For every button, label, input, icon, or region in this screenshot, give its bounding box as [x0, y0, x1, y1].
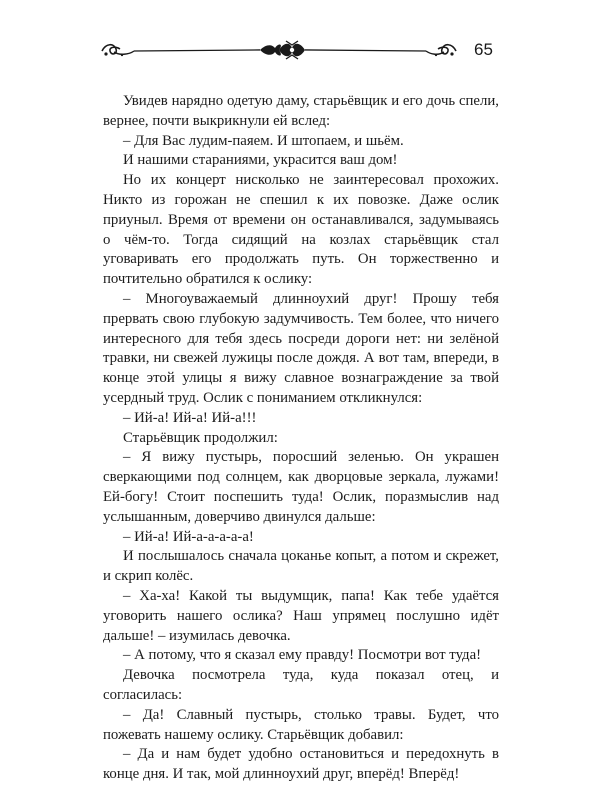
- paragraph: Девочка посмотрела туда, куда показал отец, и согласилась:: [103, 667, 499, 703]
- paragraph: – Ий-а! Ий-а-а-а-а-а!: [123, 528, 254, 545]
- paragraph: – Для Вас лудим-паяем. И штопаем, и шьём.: [123, 132, 404, 149]
- paragraph: – Да и нам будет удобно остановиться и передохнуть в конце дня. И так, мой длинноухий друг, вперёд! Вперёд!: [103, 746, 499, 783]
- paragraph: – Да! Славный пустырь, столько травы. Будет, что пожевать нашему ослику. Старьёвщик добавил:: [103, 706, 499, 743]
- paragraph: Но их концерт нисколько не заинтересовал прохожих. Никто из горожан не спешил к их повозке. Даже ослик приуныл. Время от времени он останавливался, задумываясь о чём-то. Тогда сидящий на козлах старьёвщик стал уговаривать его продолжать путь. Он торжественно и почтительно обратился к ослику:: [103, 172, 499, 288]
- paragraph: – Многоуважаемый длинноухий друг! Прошу тебя прервать свою глубокую задумчивость. Тем более, что ничего интересного для тебя здесь посреди дороги нет: ни зелёной травки, ни свежей лужицы после дождя. А вот там, впереди, в конце этой улицы я вижу славное вознаграждение за твой усердный труд. Ослик с пониманием откликнулся:: [103, 290, 499, 406]
- page-header: [0, 30, 600, 70]
- paragraph: – Ха-ха! Какой ты выдумщик, папа! Как тебе удаётся уговорить нашего ослика? Наш упрямец послушно идёт дальше! – изумилась девочка.: [103, 587, 499, 644]
- paragraph: И нашими стараниями, украсится ваш дом!: [123, 152, 398, 169]
- paragraph: – Ий-а! Ий-а! Ий-а!!!: [123, 409, 257, 426]
- paragraph: Увидев нарядно одетую даму, старьёвщик и его дочь спели, вернее, почти выкрикнули ей вслед:: [103, 93, 499, 129]
- body-text: [103, 92, 499, 785]
- paragraph: И послышалось сначала цоканье копыт, а потом и скрежет, и скрип колёс.: [103, 548, 499, 585]
- ornament-divider-icon: [100, 38, 458, 60]
- paragraph: Старьёвщик продолжил:: [123, 429, 278, 446]
- paragraph: – А потому, что я сказал ему правду! Посмотри вот туда!: [123, 647, 482, 664]
- paragraph: – Я вижу пустырь, поросший зеленью. Он украшен сверкающими под солнцем, как дворцовые зеркала, лужами! Ей-богу! Стоит поспешить туда! Ослик, поразмыслив над услышанным, доверчиво двинулся дальше:: [103, 449, 499, 525]
- page-number: 65: [474, 40, 493, 59]
